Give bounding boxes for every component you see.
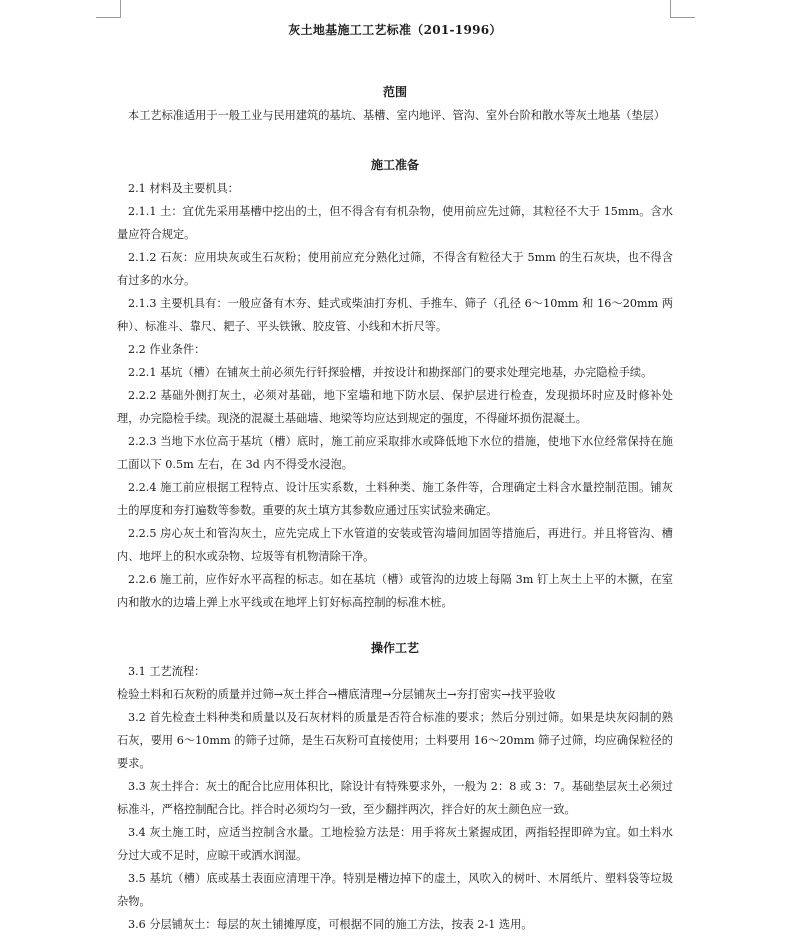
- paragraph-3-2: 3.2 首先检查土料种类和质量以及石灰材料的质量是否符合标准的要求；然后分别过筛。如果是块灰闷制的熟石灰，要用 6～10mm 的筛子过筛，是生石灰粉可直接使用；土料要用 16～20mm 筛子过筛，均应确保粒径的要求。: [117, 711, 673, 770]
- paragraph-3-3: 3.3 灰土拌合：灰土的配合比应用体积比，除设计有特殊要求外，一般为 2：8 或 3：7。基础垫层灰土必须过标准斗，严格控制配合比。拌合时必须均匀一致，至少翻拌两次，拌合好的灰土颜色应一致。: [117, 780, 673, 816]
- paragraph-2-1-1: 2.1.1 土：宜优先采用基槽中挖出的土，但不得含有有机杂物，使用前应先过筛，其粒径不大于 15mm。含水量应符合规定。: [117, 205, 673, 241]
- paragraph-2-2-2: 2.2.2 基础外侧打灰土，必须对基础，地下室墙和地下防水层、保护层进行检查，发现损坏时应及时修补处理，办完隐检手续。现浇的混凝土基础墙、地梁等均应达到规定的强度，不得碰坏损伤混凝土。: [117, 389, 673, 425]
- spacer: [117, 614, 673, 637]
- paragraph-3-4: 3.4 灰土施工时，应适当控制含水量。工地检验方法是：用手将灰土紧握成团，两指轻捏即碎为宜。如土料水分过大或不足时，应晾干或洒水润湿。: [117, 826, 673, 862]
- page-corner-mark-right: [670, 0, 695, 18]
- section-heading-scope: 范围: [382, 85, 407, 99]
- paragraph-2-1-3: 2.1.3 主要机具有：一般应备有木夯、蛙式或柴油打夯机、手推车、筛子（孔径 6～10mm 和 16～20mm 两种）、标准斗、靠尺、耙子、平头铁锹、胶皮管、小线和木折尺等。: [117, 297, 673, 333]
- spacer: [117, 42, 673, 81]
- document-title: 灰土地基施工工艺标准（201-1996）: [288, 23, 502, 37]
- paragraph-3-1: 3.1 工艺流程：: [128, 665, 206, 678]
- spacer: [117, 127, 673, 154]
- paragraph-2-2-3: 2.2.3 当地下水位高于基坑（槽）底时，施工前应采取排水或降低地下水位的措施，使地下水位经常保持在施工面以下 0.5m 左右，在 3d 内不得受水浸泡。: [117, 435, 673, 471]
- paragraph-3-5: 3.5 基坑（槽）底或基土表面应清理干净。特别是槽边掉下的虚土，风吹入的树叶、木屑纸片、塑料袋等垃圾杂物。: [117, 872, 673, 908]
- section-heading-ops: 操作工艺: [370, 641, 419, 655]
- process-flow: 检验土料和石灰粉的质量并过筛→灰土拌合→槽底清理→分层铺灰土→夯打密实→找平验收: [117, 688, 556, 701]
- paragraph-2-2-6: 2.2.6 施工前，应作好水平高程的标志。如在基坑（槽）或管沟的边坡上每隔 3m 钉上灰土上平的木撅，在室内和散水的边墙上弹上水平线或在地坪上钉好标高控制的标准木桩。: [117, 573, 673, 609]
- paragraph-2-1: 2.1 材料及主要机具：: [128, 182, 239, 195]
- document-page: [117, 0, 673, 936]
- paragraph-2-2-4: 2.2.4 施工前应根据工程特点、设计压实系数，土料种类、施工条件等，合理确定土料含水量控制范围。铺灰土的厚度和夯打遍数等参数。重要的灰土填方其参数应通过压实试验来确定。: [117, 481, 673, 517]
- paragraph-2-2-5: 2.2.5 房心灰土和管沟灰土，应先完成上下水管道的安装或管沟墙间加固等措施后，再进行。并且将管沟、槽内、地坪上的积水或杂物、垃圾等有机物清除干净。: [117, 527, 673, 563]
- paragraph-2-2: 2.2 作业条件：: [128, 343, 206, 356]
- paragraph-2-2-1: 2.2.1 基坑（槽）在铺灰土前必须先行钎探验槽，并按设计和勘探部门的要求处理完地基，办完隐检手续。: [128, 366, 653, 379]
- paragraph-scope: 本工艺标准适用于一般工业与民用建筑的基坑、基槽、室内地评、管沟、室外台阶和散水等灰土地基（垫层）: [128, 109, 666, 122]
- paragraph-2-1-2: 2.1.2 石灰：应用块灰或生石灰粉；使用前应充分熟化过筛，不得含有粒径大于 5mm 的生石灰块，也不得含有过多的水分。: [117, 251, 673, 287]
- section-heading-prep: 施工准备: [370, 158, 419, 172]
- paragraph-3-6: 3.6 分层铺灰土：每层的灰土铺摊厚度，可根据不同的施工方法，按表 2-1 选用。: [128, 918, 533, 931]
